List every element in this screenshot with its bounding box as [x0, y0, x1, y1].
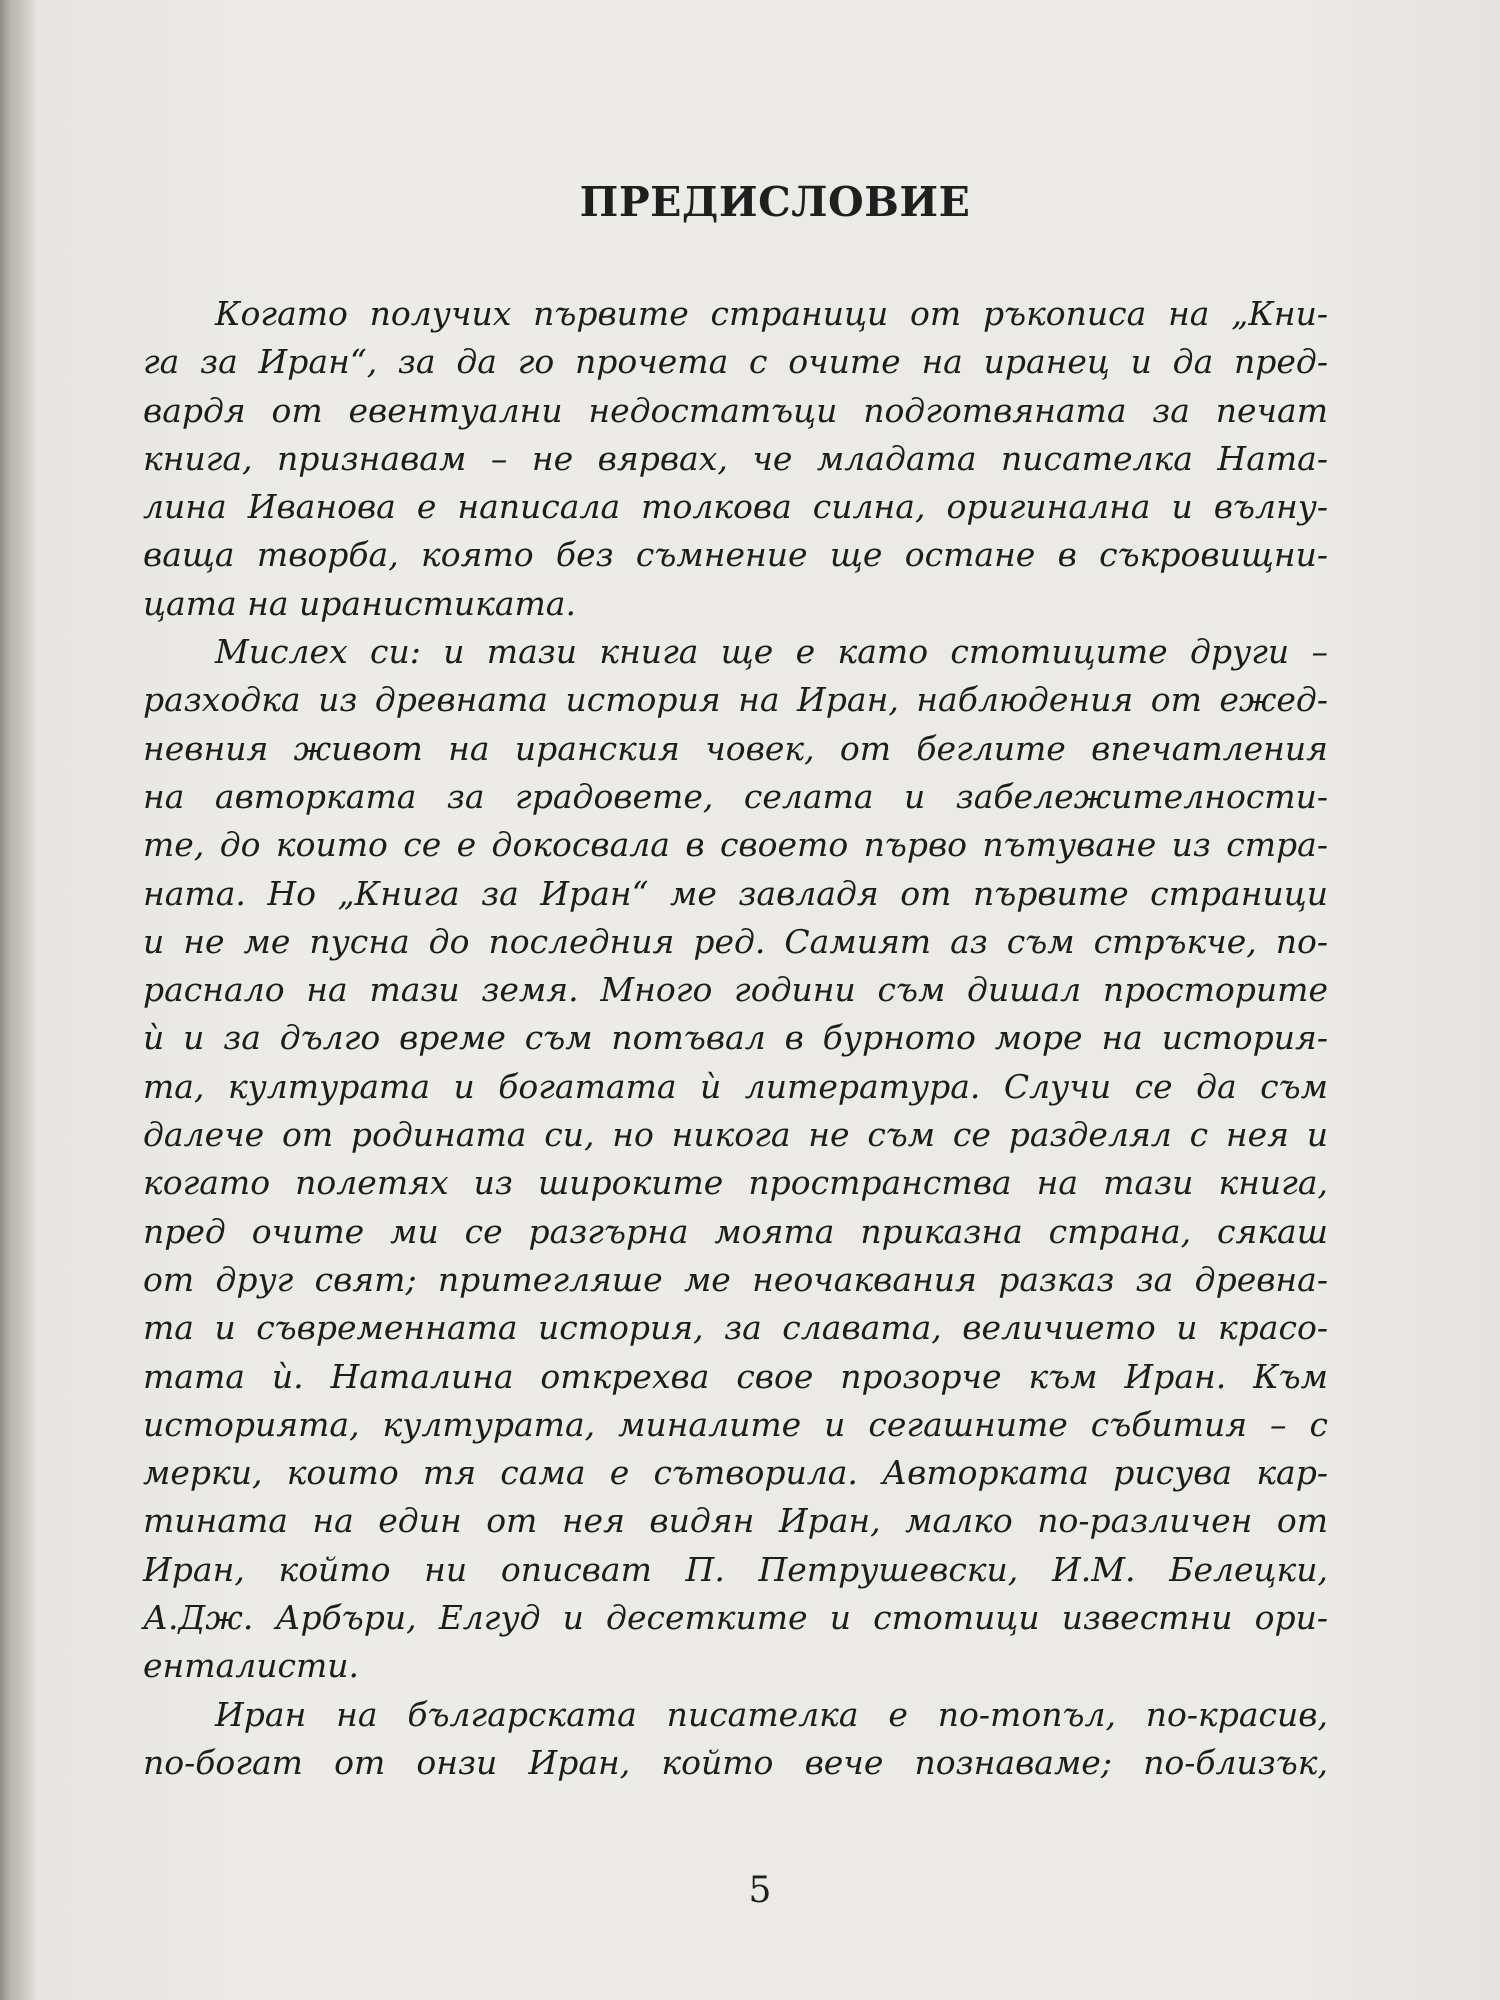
page-gutter-shadow — [0, 0, 36, 2000]
text-line: Мислех си: и тази книга ще е като стотиците други – — [215, 632, 1328, 672]
text-line: и не ме пусна до последния ред. Самият аз съм стръкче, по- — [143, 921, 1328, 961]
chapter-heading: ПРЕДИСЛОВИЕ — [579, 178, 971, 226]
text-line: историята, културата, миналите и сегашните събития – с — [143, 1404, 1328, 1444]
text-line: енталисти. — [143, 1646, 360, 1686]
text-line: книга, признавам – не вярвах, че младата писателка Ната- — [143, 438, 1328, 478]
text-line: А.Дж. Арбъри, Елгуд и десетките и стотици известни ори- — [143, 1598, 1328, 1638]
text-line: пред очите ми се разгърна моята приказна страна, сякаш — [143, 1211, 1328, 1251]
text-line: невния живот на иранския човек, от беглите впечатления — [143, 728, 1328, 768]
text-line: ната. Но „Книга за Иран“ ме завладя от първите страници — [143, 873, 1328, 913]
text-line: когато полетях из широките пространства на тази книга, — [143, 1163, 1328, 1203]
text-line: те, до които се е докосвала в своето първо пътуване из стра- — [143, 825, 1328, 865]
text-line: Иран, който ни описват П. Петрушевски, И.М. Белецки, — [143, 1549, 1328, 1589]
text-line: разходка из древната история на Иран, наблюдения от ежед- — [143, 680, 1328, 720]
text-line: ѝ и за дълго време съм потъвал в бурното море на история- — [143, 1018, 1328, 1058]
text-line: далече от родината си, но никога не съм се разделял с нея и — [143, 1115, 1328, 1155]
text-line: мерки, които тя сама е сътворила. Авторката рисува кар- — [143, 1453, 1328, 1493]
text-line: от друг свят; притегляше ме неочаквания разказ за древна- — [143, 1259, 1328, 1299]
text-line: раснало на тази земя. Много години съм дишал просторите — [143, 970, 1328, 1010]
text-line: га за Иран“, за да го прочета с очите на иранец и да пред- — [143, 342, 1328, 382]
page-number: 5 — [748, 1870, 772, 1911]
text-line: цата на иранистиката. — [143, 583, 576, 623]
text-line: Иран на българската писателка е по-топъл, по-красив, — [215, 1694, 1328, 1734]
body-text — [143, 290, 1328, 1787]
text-line: та, културата и богатата ѝ литература. Случи се да съм — [143, 1066, 1328, 1106]
text-line: ваща творба, която без съмнение ще остане в съкровищни- — [143, 535, 1328, 575]
text-line: та и съвременната история, за славата, величието и красо- — [143, 1308, 1328, 1348]
text-line: на авторката за градовете, селата и забележителности- — [143, 776, 1328, 816]
text-line: лина Иванова е написала толкова силна, оригинална и вълну- — [143, 487, 1328, 527]
text-line: вардя от евентуални недостатъци подготвяната за печат — [143, 390, 1328, 430]
text-line: по-богат от онзи Иран, който вече познаваме; по-близък, — [143, 1742, 1328, 1782]
text-line: Когато получих първите страници от ръкописа на „Кни- — [215, 294, 1328, 333]
text-line: тината на един от нея видян Иран, малко по-различен от — [143, 1501, 1328, 1541]
text-line: тата ѝ. Наталина открехва свое прозорче към Иран. Към — [143, 1356, 1328, 1396]
